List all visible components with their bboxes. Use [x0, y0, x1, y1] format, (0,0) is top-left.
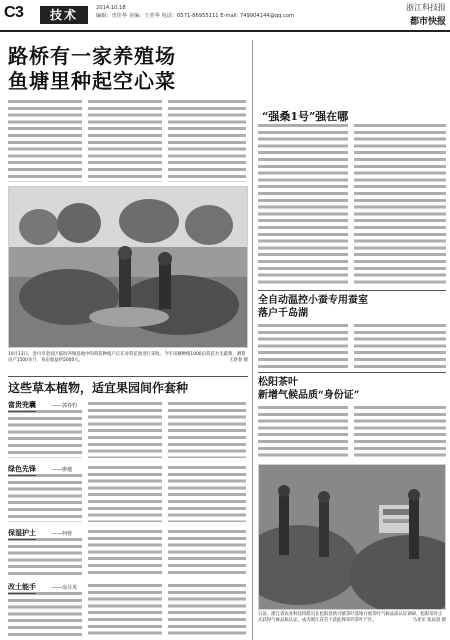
main-photo-caption: [8, 352, 248, 365]
subsection-1-body-col3: [168, 402, 246, 458]
subsection-3-author: ——何蓉: [52, 531, 73, 537]
article5-headline: 这些草本植物，适宜果园间作套种: [8, 381, 189, 395]
right-rule-1: [258, 290, 446, 291]
subsection-2-author: ——廖越: [52, 467, 73, 473]
article4-col2: [354, 406, 446, 460]
masthead-meta: [96, 4, 316, 20]
subsection-3-body-col3: [168, 530, 246, 576]
main-photo: [8, 186, 248, 348]
tea-photo: [258, 464, 446, 610]
article3-headline-line2: 落户千岛湖: [258, 308, 308, 319]
subsection-4-body-col3: [168, 584, 246, 636]
article4-headline-line2: 新增气候品质“身份证”: [258, 390, 360, 401]
footer-photo-credit: 马亚军 张辰晨 摄: [412, 618, 446, 624]
page-number: C3: [4, 4, 24, 21]
article3-col2: [354, 324, 446, 368]
subsection-1-body-col2: [88, 402, 162, 458]
masthead: [0, 0, 450, 32]
subsection-4-author: ——涂芬英: [52, 585, 78, 591]
article2-col1: [258, 124, 348, 286]
subsection-4-body: [8, 592, 82, 636]
subsection-3-body: [8, 538, 82, 576]
main-article-col2: [88, 100, 162, 182]
article4-headline-line1: 松阳茶叶: [258, 377, 298, 388]
subsection-3-title: 保湿护土: [8, 528, 36, 540]
main-article-col1: [8, 100, 82, 182]
farm-photo-illustration: [9, 187, 248, 348]
right-rule-2: [258, 372, 446, 373]
main-headline-line2: 鱼塘里种起空心菜: [8, 69, 176, 93]
main-headline-line1: 路桥有一家养殖场: [8, 44, 176, 68]
subsection-3-body-col2: [88, 530, 162, 576]
footer-caption: [258, 612, 446, 625]
tea-field-illustration: [259, 465, 446, 610]
article2-col2: [354, 124, 446, 286]
caption-text: 10月13日，金川市金岩区临时养殖基地中的荷花种植户正在对荷花池进行采收。今年该塘种植1000亩荷花水生蔬菜，测算亩产1500多斤，每亩收益约5000元。: [8, 352, 246, 364]
main-headline: [8, 44, 248, 94]
section-badge: 技术: [40, 6, 88, 24]
subsection-1-author: ——郭春豹: [52, 403, 78, 409]
footer-caption-text: 日前，浙江省农业科技特派员在松阳县新兴镇茶叶基地开展茶叶气候品质认证调研，松阳茶叶正式获得气候品质认证，成为浙江省首个获此殊荣的茶叶产区。: [258, 612, 443, 624]
subsection-1-title: 富贵兜囊: [8, 400, 36, 412]
photo-credit: 王晨春 摄: [229, 358, 248, 364]
article3-headline-line1: 全自动温控小蚕专用蚕室: [258, 295, 368, 306]
article4-col1: [258, 406, 348, 460]
main-article-col3: [168, 100, 246, 182]
paper-logo: 都市快报: [409, 17, 446, 27]
column-divider: [252, 40, 253, 640]
subsection-2-body-col3: [168, 466, 246, 522]
subsection-2-title: 绿色先锋: [8, 464, 36, 476]
paper-name: 浙江科技报: [406, 3, 446, 12]
article4-headline: [258, 376, 446, 402]
article3-headline: [258, 294, 446, 320]
subsection-4-body-col2: [88, 584, 162, 636]
subsection-2-body-col2: [88, 466, 162, 522]
section-rule: [8, 376, 248, 377]
article2-headline: “强桑1号”强在哪: [262, 110, 349, 123]
editor-line: 编辑：史佳华 美编：王英华 电话：0571-86955111 E-mail: 749904144@qq.com: [96, 13, 295, 19]
subsection-2-body: [8, 474, 82, 522]
subsection-1-body: [8, 410, 82, 458]
article3-col1: [258, 324, 348, 368]
issue-date: 2014.10.18: [96, 5, 126, 11]
subsection-4-title: 改土能手: [8, 582, 36, 594]
